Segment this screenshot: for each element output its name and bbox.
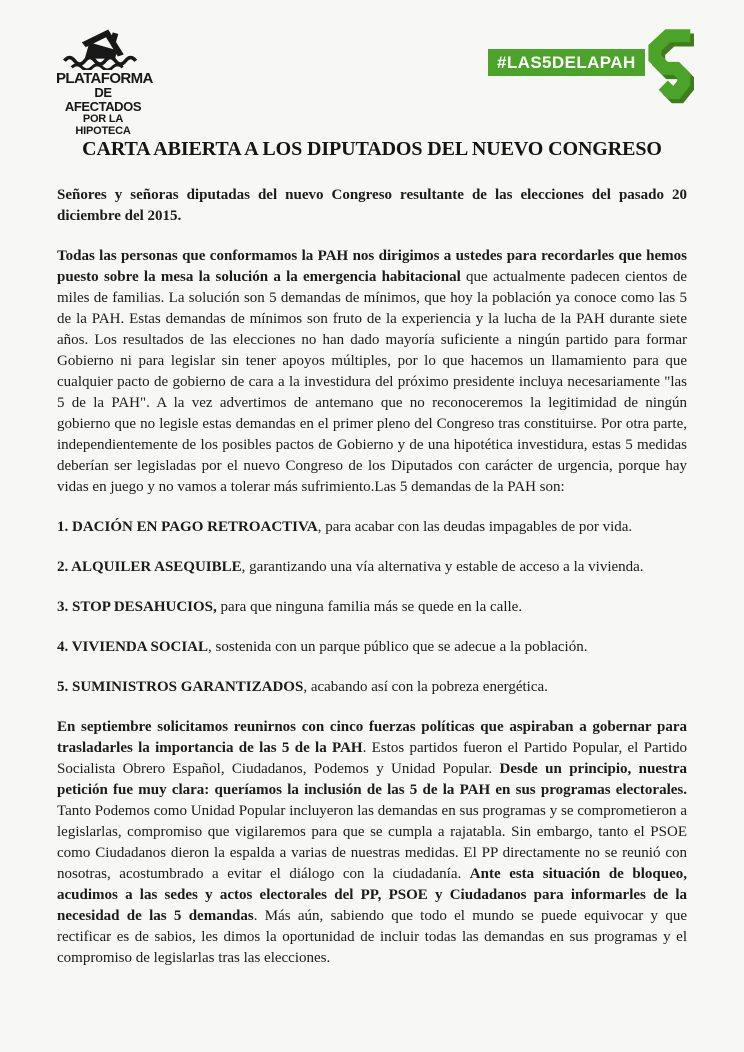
text-run: que actualmente padecen cientos de miles de familias. La solución son 5 demandas de mínimos, que hoy la población ya conoce como las 5 de la PAH. Estas demandas de mínimos son fruto de la experiencia y la lucha de la PAH durante siete años. Los resultados de las elecciones no han dado mayoría suficiente a ningún partido para formar Gobierno ni para legislar sin tener apoyos múltiples, por lo que hacemos un llamamiento para que cualquier pacto de gobierno de cara a la investidura del próximo presidente incluya necesariamente "las 5 de la PAH". A la vez advertimos de antemano que no reconoceremos la legitimidad de ningún gobierno que no legisle estas demandas en el primer pleno del Congreso tras constituirse. Por otra parte, independientemente de los posibles pactos de Gobierno y de una hipotética investidura, estas 5 medidas deberían ser legisladas por el nuevo Congreso de los Diputados con carácter de urgencia, porque hay vidas en juego y no vamos a tolerar más sufrimiento.Las 5 demandas de la PAH son: bbox=[57, 269, 687, 495]
letterhead bbox=[0, 0, 744, 137]
letter-body bbox=[0, 161, 744, 969]
demand-description: , sostenida con un parque público que se adecue a la población. bbox=[208, 639, 588, 655]
body-paragraph-2 bbox=[57, 717, 687, 969]
demand-item-5 bbox=[57, 677, 687, 698]
text-run: Desde un principio, nuestra petición fue muy clara: queríamos la inclusión de las 5 de la PAH en sus programas electorales. bbox=[57, 761, 687, 798]
demand-item-3 bbox=[57, 597, 687, 618]
logo-text-line-3: POR LA HIPOTECA bbox=[75, 113, 131, 137]
intro-paragraph: Señores y señoras diputadas del nuevo Congreso resultante de las elecciones del pasado 20 diciembre del 2015. bbox=[57, 187, 687, 224]
demand-label: 5. SUMINISTROS GARANTIZADOS bbox=[57, 679, 304, 695]
demand-label: 4. VIVIENDA SOCIAL bbox=[57, 639, 209, 655]
text-run: . Estos partidos fueron el Partido Popular, el Partido Socialista Obrero Español, Ciudadanos, Podemos y Unidad Popular. bbox=[57, 740, 687, 777]
logo-text-line-1: PLATAFORMA bbox=[56, 70, 153, 87]
number-5-3d-icon bbox=[640, 28, 694, 105]
house-sinking-in-waves-icon bbox=[63, 24, 143, 70]
text-run: Tanto Podemos como Unidad Popular incluyeron las demandas en sus programas y se comprometieron a legislarlas, compromiso que vigilaremos para que se cumpla a rajatabla. Sin embargo, tanto el PSOE como Ciudadanos dieron la espalda a varias de nuestras medidas. El PP directamente no se reunió con nosotras, acostumbrado a evitar el diálogo con la ciudadanía. bbox=[57, 803, 687, 882]
logo-text-line-2: DE AFECTADOS bbox=[64, 85, 142, 114]
hashtag-banner: #LAS5DELAPAH bbox=[488, 49, 645, 76]
demand-description: para que ninguna familia más se quede en la calle. bbox=[216, 599, 523, 615]
letter-title: CARTA ABIERTA A LOS DIPUTADOS DEL NUEVO CONGRESO bbox=[82, 138, 662, 160]
demand-label: 3. STOP DESAHUCIOS, bbox=[57, 599, 217, 615]
text-run: Todas las personas que conformamos la PAH nos dirigimos a ustedes para recordarles que hemos puesto sobre la mesa la solución a la emergencia habitacional bbox=[57, 248, 687, 285]
text-run: Ante esta situación de bloqueo, acudimos a las sedes y actos electorales del PP, PSOE y Ciudadanos para informarles de la necesidad de las 5 demandas bbox=[57, 866, 687, 924]
demand-description: , para acabar con las deudas impagables de por vida. bbox=[317, 519, 633, 535]
demand-item-1 bbox=[57, 517, 687, 538]
demand-item-4 bbox=[57, 637, 687, 658]
text-run: En septiembre solicitamos reunirnos con cinco fuerzas políticas que aspiraban a gobernar para trasladarles la importancia de las 5 de la PAH bbox=[57, 719, 687, 756]
body-paragraph-1 bbox=[57, 246, 687, 498]
demand-item-2 bbox=[57, 557, 687, 578]
demand-description: , acabando así con la pobreza energética. bbox=[303, 679, 548, 695]
demand-label: 2. ALQUILER ASEQUIBLE bbox=[57, 559, 242, 575]
pah-logo bbox=[56, 24, 153, 137]
text-run: . Más aún, sabiendo que todo el mundo se puede equivocar y que rectificar es de sabios, les dimos la oportunidad de incluir todas las demandas en sus programas y el compromiso de legislarlas tras las elecciones. bbox=[57, 908, 688, 966]
demand-label: 1. DACIÓN EN PAGO RETROACTIVA bbox=[57, 519, 318, 535]
demand-description: , garantizando una vía alternativa y estable de acceso a la vivienda. bbox=[241, 559, 644, 575]
